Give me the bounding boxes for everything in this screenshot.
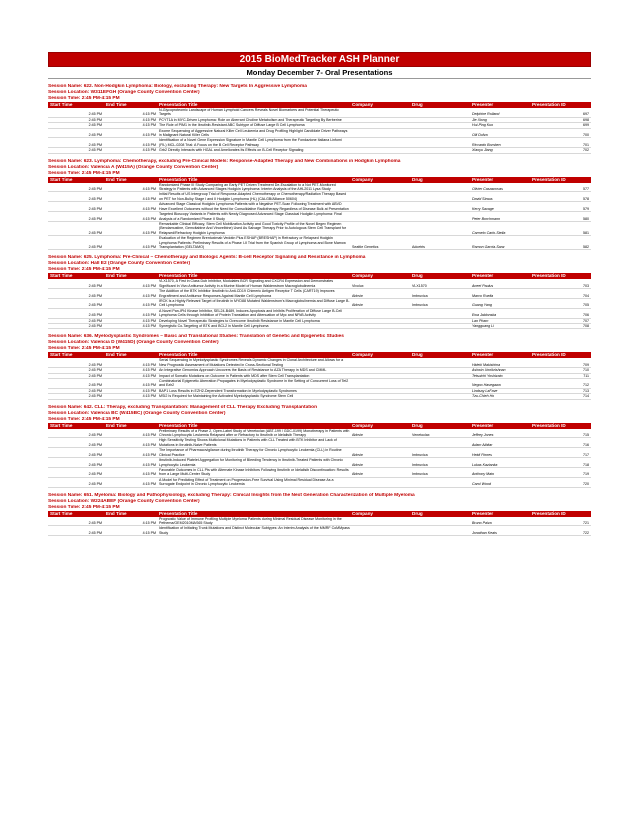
session-block [48, 255, 591, 329]
row-presentation-title: VLX1570, A First in Class Dub Inhibitor, Modulates BCR Signaling and CXCR4 Expression and Demonstrates Significant In Vivo Antitumor Activity in a Murine Model of Human Waldenstrom Macroglobulinemia [159, 279, 333, 288]
row-presentation-title: Randomized Phase III Study Comparing an Early PET Driven Treatment De-Escalation to a Not PET-Monitored Strategy in Patients with Advanced Stages Hodgkin Lymphoma: Interim Analysis of the AHL2011 Lysa Study [159, 182, 336, 192]
row-presentation-id: 708 [583, 324, 589, 328]
row-presenter: Lukas Kazianka [472, 462, 498, 467]
presentation-row [48, 279, 591, 289]
row-presentation-id: 700 [583, 133, 589, 138]
row-start-time: 2:45 PM [88, 148, 102, 153]
row-start-time: 2:45 PM [88, 216, 102, 221]
row-presentation-id: 698 [583, 117, 589, 122]
row-end-time: 4:15 PM [142, 368, 156, 373]
session-name: Session Name: 642. CLL: Therapy, excluding Transplantation: Management of CLL Therapy Excluding Transplantation [48, 404, 318, 410]
row-presentation-title: Evaluation of the Regimen Brentuximab Vedotin Plus ESHAP (BRESHAP) in Refractory or Relapsed Hodgkin Lymphoma Patients: Preliminary Results of a Phase I-II Trial from the Spanish Group of Lymphoma and Bone Marrow Transplantation (GELTAMO) [159, 236, 346, 249]
row-end-time: 4:15 PM [142, 303, 156, 308]
col-start-time: Start Time [50, 176, 73, 182]
session-block [48, 405, 591, 488]
col-drug: Drug [412, 422, 423, 428]
row-presentation-title: Favorable Outcomes in CLL Pts with Alternate Kinase Inhibitors Following Ibrutinib or Idelalisib Discontinuation: Results from a Large Multi-Center Study [159, 467, 349, 477]
row-presentation-id: 577 [583, 187, 589, 192]
row-presentation-title: Advanced Stage Classical Hodgkin Lymphoma Patients with a Negative PET-Scan Following Treatment with ABVD Have Excellent Outcomes without the Need for Consolidative Radiotherapy Regardless of Disease Bulk at Presentation [159, 202, 349, 211]
presentation-row [48, 289, 591, 299]
session-rows [48, 517, 591, 537]
row-end-time: 4:15 PM [142, 452, 156, 457]
presentation-row [48, 358, 591, 368]
row-presentation-id: 714 [583, 394, 589, 399]
col-presentation-title: Presentation Title [159, 176, 198, 182]
row-start-time: 2:45 PM [88, 133, 102, 138]
presentation-row [48, 192, 591, 202]
row-presenter: Tzu-Chieh Ho [472, 394, 495, 399]
session-name: Session Name: 625. Lymphoma: Pre-Clinical – Chemotherapy and Biologic Agents: B-cell Receptor Signaling and Resistance in Lymphoma [48, 255, 366, 261]
row-start-time: 2:45 PM [88, 112, 102, 117]
col-presentation-id: Presentation ID [532, 422, 566, 428]
col-end-time: End Time [106, 510, 127, 516]
session-time: Session Time: 2:45 PM-4:15 PM [48, 267, 120, 273]
col-company: Company [352, 273, 373, 279]
row-presentation-id: 703 [583, 283, 589, 288]
row-presenter: Carmelo Carlo-Stella [472, 230, 506, 235]
col-company: Company [352, 422, 373, 428]
row-start-time: 2:45 PM [88, 293, 102, 298]
row-start-time: 2:45 PM [88, 303, 102, 308]
row-end-time: 4:15 PM [142, 520, 156, 525]
row-start-time: 2:45 PM [88, 313, 102, 318]
row-presenter: Carol Wood [472, 482, 491, 487]
col-start-time: Start Time [50, 422, 73, 428]
presentation-row [48, 148, 591, 153]
presentation-row [48, 236, 591, 250]
presentation-row [48, 129, 591, 139]
col-company: Company [352, 176, 373, 182]
row-start-time: 2:45 PM [88, 206, 102, 211]
row-presenter: Hui-Ping Kuo [472, 123, 494, 128]
row-presenter: David Straus [472, 196, 493, 201]
col-end-time: End Time [106, 273, 127, 279]
row-presentation-title: A Model for Predicting Effect of Treatment on Progression-Free Survival Using Minimal Residual Disease As a Surrogate Endpoint in Chronic Lymphocytic Leukemia [159, 477, 334, 487]
presentation-row [48, 309, 591, 319]
row-presentation-id: 699 [583, 123, 589, 128]
row-company: Abbvie [352, 433, 363, 438]
row-presenter: Olivier Casasnovas [472, 187, 503, 192]
row-end-time: 4:15 PM [142, 313, 156, 318]
row-start-time: 2:45 PM [88, 520, 102, 525]
row-presenter: Riccardo Bomben [472, 142, 501, 147]
row-start-time: 2:45 PM [88, 324, 102, 328]
col-presentation-id: Presentation ID [532, 352, 566, 358]
session-name: Session Name: 622. Non-Hodgkin Lymphoma: Biology, excluding Therapy: New Targets In Aggressive Lymphoma [48, 84, 307, 89]
row-end-time: 4:15 PM [142, 318, 156, 323]
row-end-time: 4:15 PM [142, 216, 156, 221]
row-start-time: 2:45 PM [88, 187, 102, 192]
col-presentation-id: Presentation ID [532, 176, 566, 182]
session-rows [48, 279, 591, 329]
row-presentation-id: 719 [583, 472, 589, 477]
row-presenter: Kerry Savage [472, 206, 494, 211]
row-company: Seattle Genetics [352, 244, 379, 249]
row-start-time: 2:45 PM [88, 142, 102, 147]
col-end-time: End Time [106, 422, 127, 428]
session-name: Session Name: 651. Myeloma: Biology and Pathophysiology, excluding Therapy: Clinical Insights from the Next Generation Characterization of Multiple Myeloma [48, 492, 415, 498]
row-start-time: 2:45 PM [88, 442, 102, 447]
session-time: Session Time: 2:45 PM-4:15 PM [48, 170, 120, 176]
col-company: Company [352, 102, 373, 107]
planner-subtitle: Monday December 7- Oral Presentations [48, 67, 591, 79]
session-location: Session Location: Valencia D (W415D) (Orange County Convention Center) [48, 340, 219, 346]
row-drug: Imbruvica [412, 472, 428, 477]
row-presentation-title: Identification of a Novel Gene Expression Signature in Mantle Cell Lymphoma from the Fondazione Italiana Linfomi (FIL) MCL-0208 Trial: A Focus on the B Cell Receptor Pathway [159, 138, 342, 147]
session-block [48, 493, 591, 537]
session-time: Session Time: 2:45 PM-4:15 PM [48, 346, 120, 352]
col-end-time: End Time [106, 352, 127, 358]
row-presenter: Tetsuichi Yoshizato [472, 373, 503, 378]
row-end-time: 4:15 PM [142, 187, 156, 192]
col-presenter: Presenter [472, 510, 494, 516]
row-end-time: 4:15 PM [142, 362, 156, 367]
sessions-list [48, 84, 591, 536]
row-start-time: 2:45 PM [88, 362, 102, 367]
row-presentation-id: 721 [583, 520, 589, 525]
row-company: Vivolux [352, 283, 364, 288]
col-end-time: End Time [106, 176, 127, 182]
row-presentation-title: PCYT1A in MYC-Driven Lymphoma: Role on Aberrant Choline Metabolism and Therapeutic Targeting By Berberine [159, 117, 342, 122]
session-time: Session Time: 2:45 PM-4:15 PM [48, 96, 120, 101]
row-presenter: Anthony Mato [472, 472, 495, 477]
row-end-time: 4:15 PM [142, 472, 156, 477]
row-presenter: Bruno Paiva [472, 520, 492, 525]
row-presentation-title: High Sensitivity Testing Shows Multiclonal Mutations in Patients with CLL Treated with BTK Inhibitor and Lack of Mutations in Ibrutinib-Naive Patients [159, 438, 337, 447]
row-presenter: Yangguang Li [472, 324, 494, 328]
planner-page [48, 52, 591, 536]
presentation-row [48, 379, 591, 389]
row-end-time: 4:15 PM [142, 462, 156, 467]
row-start-time: 2:45 PM [88, 388, 102, 393]
row-presentation-id: 702 [583, 148, 589, 153]
row-start-time: 2:45 PM [88, 244, 102, 249]
row-presentation-title: N-Glycoproteomic Landscape of Human Lymphoid Cancers Reveals Novel Biomarkers and Potential Therapeutic Targets [159, 108, 339, 117]
row-presenter: Lan Pham [472, 318, 489, 323]
row-presenter: Negoo Hasegawa [472, 383, 501, 388]
row-end-time: 4:15 PM [142, 530, 156, 535]
col-drug: Drug [412, 352, 423, 358]
row-presentation-id: 709 [583, 362, 589, 367]
session-time: Session Time: 2:45 PM-4:15 PM [48, 504, 120, 510]
row-start-time: 2:45 PM [88, 283, 102, 288]
row-presentation-title: Preliminary Results of a Phase 2, Open-Label Study of Venetoclax (ABT-199 / GDC-0199) Monotherapy in Patients with Chronic Lymphocytic Leukemia Relapsed after or Refractory to Ibrutinib or Idelalisib Therapy [159, 428, 350, 438]
row-presentation-id: 582 [583, 244, 589, 249]
col-presentation-id: Presentation ID [532, 273, 566, 279]
row-presentation-id: 707 [583, 318, 589, 323]
row-presentation-id: 697 [583, 112, 589, 117]
row-start-time: 2:45 PM [88, 472, 102, 477]
presentation-row [48, 448, 591, 458]
row-presentation-id: 716 [583, 442, 589, 447]
col-company: Company [352, 352, 373, 358]
row-presentation-title: Targeted Bioscopy Variants in Patients with Newly Diagnosed Advanced Stage Classical Hodgkin Lymphoma: Final Analysis of a Randomized Phase II Study [159, 212, 342, 221]
row-end-time: 4:15 PM [142, 148, 156, 153]
col-start-time: Start Time [50, 352, 73, 358]
row-start-time: 2:45 PM [88, 383, 102, 388]
row-start-time: 2:45 PM [88, 452, 102, 457]
row-presenter: Marco Ruella [472, 293, 494, 298]
row-start-time: 2:45 PM [88, 368, 102, 373]
row-presentation-title: A Novel Pan-IPl4 Kinase Inhibitor, SEL24-B489, Induces Apoptosis and Inhibits Proliferation of Diffuse Large B-Cell Lymphoma Cells through Inhibition of Protein Translation and Attenuation of Myc and NFkB Activity [159, 308, 342, 318]
session-location: Session Location: Valencia BC (W415BC) (Orange County Convention Center) [48, 410, 226, 416]
row-presentation-title: Ibrutinib-Induced Platelet Aggregation for Monitoring of Bleeding Tendency in Ibrutinib-Treated Patients with Chronic Lymphocytic Leukemia [159, 458, 343, 467]
row-presentation-title: Developing Novel Therapeutic Strategies to Overcome Ibrutinib Resistance in Mantle Cell Lymphoma [159, 318, 320, 323]
presentation-row [48, 108, 591, 118]
row-end-time: 4:15 PM [142, 394, 156, 399]
presentation-row [48, 222, 591, 236]
row-company: Abbvie [352, 472, 363, 477]
planner-title: 2015 BioMedTracker ASH Planner [48, 52, 591, 67]
presentation-row [48, 478, 591, 488]
row-presenter: Peter Borchmann [472, 216, 500, 221]
row-presenter: Jonathan Keats [472, 530, 497, 535]
col-presenter: Presenter [472, 273, 494, 279]
row-end-time: 4:15 PM [142, 112, 156, 117]
row-start-time: 2:45 PM [88, 123, 102, 128]
row-end-time: 4:15 PM [142, 230, 156, 235]
session-location: Session Location: W311EFGH (Orange County Convention Center) [48, 90, 200, 95]
col-presentation-id: Presentation ID [532, 510, 566, 516]
col-start-time: Start Time [50, 102, 73, 107]
presentation-row [48, 429, 591, 439]
session-name: Session Name: 636. Myelodysplastic Syndromes – Basic and Translational Studies: Translation of Genetic and Epigenetic Studies [48, 334, 344, 340]
presentation-row [48, 458, 591, 468]
row-drug: Imbruvica [412, 452, 428, 457]
row-start-time: 2:45 PM [88, 394, 102, 399]
row-presentation-id: 706 [583, 313, 589, 318]
row-end-time: 4:15 PM [142, 373, 156, 378]
row-presentation-title: Prognostic Value of Immune Profiling Multiple Myeloma Patients during Minimal Residual Disease Monitoring in the Pethema/GEM2010MAS65 Study [159, 516, 342, 525]
row-presentation-id: 713 [583, 388, 589, 393]
row-presentation-title: Combinatorial Epigenetic Aberration Propagates in Myelodysplastic Syndrome in the Setting of Concurrent Loss of Tet2 and Ezh2 [159, 379, 349, 388]
row-presentation-title: MSI2 Is Required for Maintaining the Activated Myelodysplastic Syndrome Stem Cell [159, 394, 294, 399]
row-end-time: 4:15 PM [142, 133, 156, 138]
row-end-time: 4:15 PM [142, 433, 156, 438]
presentation-row [48, 517, 591, 527]
col-drug: Drug [412, 273, 423, 279]
session-location: Session Location: Valencia A (W415A) (Orange County Convention Center) [48, 164, 219, 170]
row-presentation-id: 715 [583, 433, 589, 438]
row-end-time: 4:15 PM [142, 244, 156, 249]
row-start-time: 2:45 PM [88, 482, 102, 487]
col-company: Company [352, 510, 373, 516]
presentation-row [48, 138, 591, 148]
row-presenter: Olli Dufva [472, 133, 488, 138]
col-presentation-title: Presentation Title [159, 102, 198, 107]
row-presenter: Ramon Garcia-Sanz [472, 244, 505, 249]
row-end-time: 4:15 PM [142, 383, 156, 388]
row-presenter: Ashwin Unnikrishnan [472, 368, 506, 373]
col-end-time: End Time [106, 102, 127, 107]
row-drug: VLX1570 [412, 283, 427, 288]
row-company: Abbvie [352, 452, 363, 457]
col-presentation-id: Presentation ID [532, 102, 566, 107]
row-end-time: 4:15 PM [142, 442, 156, 447]
presentation-row [48, 468, 591, 478]
row-presentation-title: The Importance of Pharmacovigilance during Ibrutinib Therapy for Chronic Lymphocytic Leukemia (CLL) in Routine Clinical Practice [159, 448, 342, 457]
row-start-time: 2:45 PM [88, 230, 102, 235]
row-presenter: Adam Albitar [472, 442, 493, 447]
presentation-row [48, 526, 591, 536]
row-start-time: 2:45 PM [88, 462, 102, 467]
row-end-time: 4:15 PM [142, 324, 156, 328]
row-presentation-title: The Role of PIM1 in the Ibrutinib-Resistant ABC Subtype of Diffuse Large B Cell Lymphoma [159, 123, 305, 128]
row-start-time: 2:45 PM [88, 433, 102, 438]
row-presenter: Heidi Finnes [472, 452, 492, 457]
row-presentation-title: Synergistic Co-Targeting of BTK and BCL2 in Mantle Cell Lymphoma [159, 324, 269, 328]
row-end-time: 4:15 PM [142, 196, 156, 201]
row-end-time: 4:15 PM [142, 117, 156, 122]
presentation-row [48, 183, 591, 193]
session-rows [48, 183, 591, 251]
row-end-time: 4:15 PM [142, 283, 156, 288]
row-start-time: 2:45 PM [88, 196, 102, 201]
row-presenter: Guang Yang [472, 303, 492, 308]
col-presenter: Presenter [472, 422, 494, 428]
row-presentation-title: Exome Sequencing of Aggressive Natural Killer Cell Leukemia and Drug Profiling Highlight Candidate Driver Pathways in Malignant Natural Killer Cells [159, 128, 348, 138]
row-presentation-id: 720 [583, 482, 589, 487]
session-time: Session Time: 2:45 PM-4:15 PM [48, 416, 120, 422]
row-presenter: Aneel Paulus [472, 283, 494, 288]
row-presentation-id: 712 [583, 383, 589, 388]
row-presentation-title: The Addition of the BTK Inhibitor Ibrutinib to Anti-CD19 Chimeric Antigen Receptor T Cells (CART19) Improves Engraftment and Antitumor Responses Against Mantle Cell Lymphoma [159, 289, 335, 298]
session-location: Session Location: W224ABEF (Orange County Convention Center) [48, 498, 200, 504]
col-start-time: Start Time [50, 273, 73, 279]
row-presentation-title: BAP1 Loss Results in EZH2-Dependent Transformation in Myelodysplastic Syndromes [159, 388, 297, 393]
col-presentation-title: Presentation Title [159, 273, 198, 279]
col-drug: Drug [412, 102, 423, 107]
col-presenter: Presenter [472, 102, 494, 107]
row-presentation-title: An Integrative Genomics Approach Uncovers the Basis of Resistance to AZA Therapy in MDS and CMML [159, 368, 327, 373]
col-presenter: Presenter [472, 176, 494, 182]
row-presenter: Jie Xiong [472, 117, 487, 122]
row-presentation-id: 705 [583, 303, 589, 308]
row-presenter: Lindsay LaFave [472, 388, 498, 393]
row-presentation-title: IRCK Is a Highly Relevant Target of Ibrutinib in MYD88 Mutated Waldenstrom's Macroglobulinemia and Diffuse Large B-Cell Lymphoma [159, 298, 350, 308]
row-presentation-id: 704 [583, 293, 589, 298]
presentation-row [48, 438, 591, 448]
session-rows [48, 108, 591, 154]
row-start-time: 2:45 PM [88, 530, 102, 535]
row-drug: Imbruvica [412, 303, 428, 308]
col-start-time: Start Time [50, 510, 73, 516]
row-presentation-id: 581 [583, 230, 589, 235]
row-presentation-title: Initial Results of US Intergroup Trial of Response-Adapted Chemotherapy or Chemotherapy/Radiation Therapy Based on PET for Non-Bulky Stage I and II Hodgkin Lymphoma (HL) (CALGB/Alliance 50604) [159, 192, 347, 201]
col-drug: Drug [412, 176, 423, 182]
row-drug: Imbruvica [412, 293, 428, 298]
row-end-time: 4:15 PM [142, 206, 156, 211]
row-presentation-id: 722 [583, 530, 589, 535]
row-presentation-id: 578 [583, 196, 589, 201]
row-presentation-id: 710 [583, 368, 589, 373]
row-company: Abbvie [352, 303, 363, 308]
row-presenter: Hideki Makishima [472, 362, 501, 367]
session-name: Session Name: 623. Lymphoma: Chemotherapy, excluding Pre-Clinical Models: Response-Adapted Therapy and New Combinations in Hodgkin Lymphoma [48, 158, 401, 164]
row-end-time: 4:15 PM [142, 388, 156, 393]
row-presenter: Delphine Rolland [472, 112, 500, 117]
row-presentation-title: Remarkable Clinical Efficacy, Stem Cell Mobilization Activity and Good Toxicity Profile of the Novel Begev Regimen (Bendamustine, Gemcitabine And Vinorelbine) Used As Salvage Therapy Prior to Autologous Stem Cell Transplant for Relapsed/Refractory Hodgkin Lymphoma [159, 221, 347, 235]
session-block [48, 84, 591, 154]
row-end-time: 4:15 PM [142, 482, 156, 487]
presentation-row [48, 394, 591, 399]
row-company: Abbvie [352, 293, 363, 298]
row-drug: Imbruvica [412, 462, 428, 467]
col-presentation-title: Presentation Title [159, 352, 198, 358]
presentation-row [48, 212, 591, 222]
presentation-row [48, 299, 591, 309]
row-presentation-title: Grb2 Directly Interacts with HGAL and Ameliorates Its Effects on B-Cell Receptor Signaling [159, 148, 304, 153]
row-presentation-id: 718 [583, 462, 589, 467]
col-presenter: Presenter [472, 352, 494, 358]
row-presentation-id: 711 [583, 373, 589, 378]
row-presentation-id: 701 [583, 142, 589, 147]
row-presenter: Jeffrey Jones [472, 433, 494, 438]
row-end-time: 4:15 PM [142, 293, 156, 298]
presentation-row [48, 324, 591, 329]
row-presentation-title: Serial Sequencing in Myelodysplastic Syndromes Reveals Dynamic Changes in Clonal Architecture and Allows for a New Prognostic Assessment of Mutations Detected in Cross-Sectional Testing [159, 358, 344, 367]
col-presentation-title: Presentation Title [159, 422, 198, 428]
row-end-time: 4:15 PM [142, 142, 156, 147]
session-location: Session Location: Hall E2 (Orange County Convention Center) [48, 261, 191, 267]
row-start-time: 2:45 PM [88, 373, 102, 378]
col-drug: Drug [412, 510, 423, 516]
presentation-row [48, 202, 591, 212]
row-presentation-title: Impact of Somatic Mutations on Outcome in Patients with MDS after Stem Cell Transplantation [159, 373, 310, 378]
row-drug: Venetoclax [412, 433, 430, 438]
row-company: Abbvie [352, 462, 363, 467]
row-start-time: 2:45 PM [88, 318, 102, 323]
row-presentation-title: Identification of Initiating Trunk Mutations and Distinct Molecular Subtypes: An Interim Analysis of the MMRF CoMMpass Study [159, 526, 350, 535]
session-rows [48, 429, 591, 488]
col-presentation-title: Presentation Title [159, 510, 198, 516]
session-block [48, 334, 591, 399]
row-presentation-id: 717 [583, 452, 589, 457]
session-rows [48, 358, 591, 399]
row-start-time: 2:45 PM [88, 117, 102, 122]
row-presenter: Ewa Jablonska [472, 313, 497, 318]
row-drug: Adcetris [412, 244, 425, 249]
row-presentation-id: 579 [583, 206, 589, 211]
row-presenter: Xiaoyu Jiang [472, 148, 493, 153]
row-presentation-id: 580 [583, 216, 589, 221]
session-block [48, 159, 591, 251]
row-end-time: 4:15 PM [142, 123, 156, 128]
